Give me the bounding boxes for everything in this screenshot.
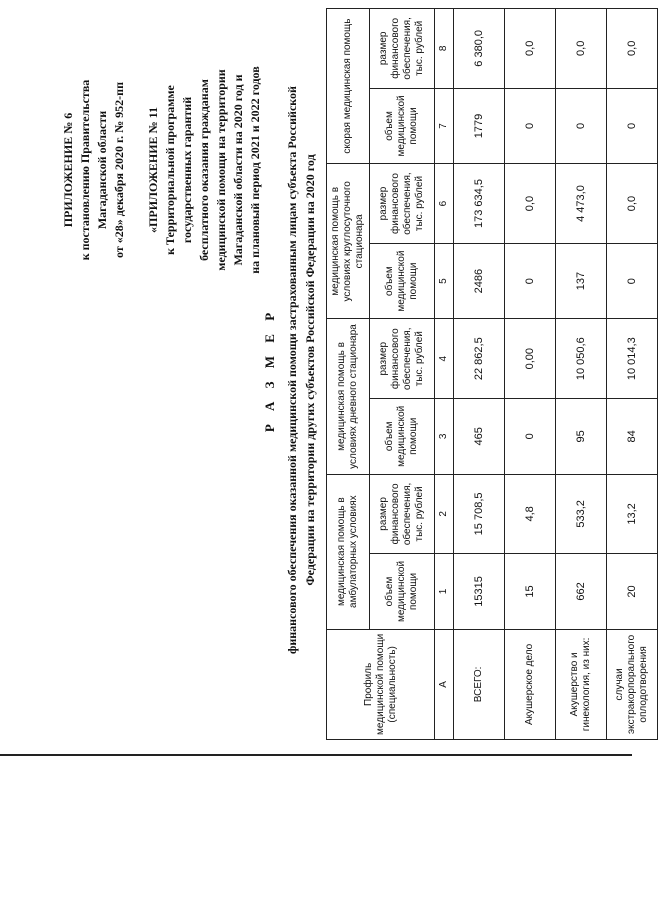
financing-table <box>326 8 658 740</box>
row-label: случаи экстракорпорального оплодотворения <box>607 629 658 739</box>
volume-header: объем медицинской помощи <box>370 554 435 630</box>
appendix-line: Магаданской области <box>95 110 109 230</box>
table-cell: 0,0 <box>607 164 658 244</box>
table-cell: 0,0 <box>556 9 607 89</box>
table-cell: 0 <box>505 88 556 164</box>
table-cell: 2486 <box>454 243 505 319</box>
group-header: скорая медицинская помощь <box>327 9 370 164</box>
appendix-line: «ПРИЛОЖЕНИЕ № 11 <box>146 107 160 233</box>
table-cell: 0 <box>505 399 556 475</box>
table-cell: 465 <box>454 399 505 475</box>
row-label: Акушерство и гинекология, из них: <box>556 629 607 739</box>
table-cell: 84 <box>607 399 658 475</box>
column-number: 3 <box>435 399 454 475</box>
table-cell: 6 380,0 <box>454 9 505 89</box>
column-number: 7 <box>435 88 454 164</box>
column-number: 5 <box>435 243 454 319</box>
table-cell: 22 862,5 <box>454 319 505 399</box>
table-cell: 15 708,5 <box>454 474 505 554</box>
document-subtitle <box>283 30 319 710</box>
appendix-line: бесплатного оказания гражданам <box>197 79 211 261</box>
appendix-line: ПРИЛОЖЕНИЕ № 6 <box>61 112 75 228</box>
appendix-line: государственных гарантий <box>180 96 194 244</box>
column-number: 4 <box>435 319 454 399</box>
appendix-spacer <box>128 40 145 300</box>
table-row <box>607 9 658 740</box>
appendix-line: на плановый период 2021 и 2022 годов <box>248 66 262 274</box>
table-cell: 0,0 <box>505 164 556 244</box>
table-cell: 13,2 <box>607 474 658 554</box>
document-title: Р А З М Е Р <box>262 307 277 433</box>
group-header: медицинская помощь в амбулаторных условиях <box>327 474 370 629</box>
table-cell: 10 050,6 <box>556 319 607 399</box>
table-cell: 533,2 <box>556 474 607 554</box>
appendix-line: Магаданской области на 2020 год и <box>231 74 245 266</box>
group-header: медицинская помощь в условиях круглосуточного стационара <box>327 164 370 319</box>
row-label: ВСЕГО: <box>454 629 505 739</box>
column-number: 8 <box>435 9 454 89</box>
appendix-line: к постановлению Правительства <box>78 79 92 261</box>
profile-header: Профиль медицинской помощи (специальность) <box>327 629 435 739</box>
row-label: Акушерское дело <box>505 629 556 739</box>
finance-header: размер финансового обеспечения, тыс. рублей <box>370 164 435 244</box>
table-cell: 0,00 <box>505 319 556 399</box>
column-number: А <box>435 629 454 739</box>
table-cell: 0 <box>607 243 658 319</box>
table-cell: 10 014,3 <box>607 319 658 399</box>
appendix-block <box>60 40 264 300</box>
table-cell: 0 <box>505 243 556 319</box>
appendix-line: к Территориальной программе <box>163 85 177 255</box>
table-cell: 0,0 <box>505 9 556 89</box>
table-row <box>505 9 556 740</box>
table-cell: 15 <box>505 554 556 630</box>
subtitle-line: Федерации на территории других субъектов Российской Федерации на 2020 год <box>303 154 317 586</box>
appendix-line: от «28» декабря 2020 г. № 952-пп <box>112 82 126 259</box>
volume-header: объем медицинской помощи <box>370 399 435 475</box>
table-cell: 4 473,0 <box>556 164 607 244</box>
volume-header: объем медицинской помощи <box>370 88 435 164</box>
finance-header: размер финансового обеспечения, тыс. рублей <box>370 319 435 399</box>
table-cell: 4,8 <box>505 474 556 554</box>
table-cell: 20 <box>607 554 658 630</box>
group-header: медицинская помощь в условиях дневного стационара <box>327 319 370 474</box>
table-row <box>454 9 505 740</box>
table-cell: 95 <box>556 399 607 475</box>
finance-header: размер финансового обеспечения, тыс. рублей <box>370 9 435 89</box>
table-cell: 173 634,5 <box>454 164 505 244</box>
table-cell: 1779 <box>454 88 505 164</box>
column-number: 2 <box>435 474 454 554</box>
table-cell: 0,0 <box>607 9 658 89</box>
appendix-line: медицинской помощи на территории <box>214 69 228 271</box>
table-cell: 662 <box>556 554 607 630</box>
table-cell: 137 <box>556 243 607 319</box>
table-cell: 15315 <box>454 554 505 630</box>
page-divider-line <box>0 754 632 756</box>
volume-header: объем медицинской помощи <box>370 243 435 319</box>
table-cell: 0 <box>607 88 658 164</box>
table-cell: 0 <box>556 88 607 164</box>
column-number: 6 <box>435 164 454 244</box>
column-number: 1 <box>435 554 454 630</box>
finance-header: размер финансового обеспечения, тыс. рублей <box>370 474 435 554</box>
subtitle-line: финансового обеспечения оказанной медицинской помощи застрахованным лицам субъекта Российской <box>285 86 299 654</box>
table-row <box>556 9 607 740</box>
